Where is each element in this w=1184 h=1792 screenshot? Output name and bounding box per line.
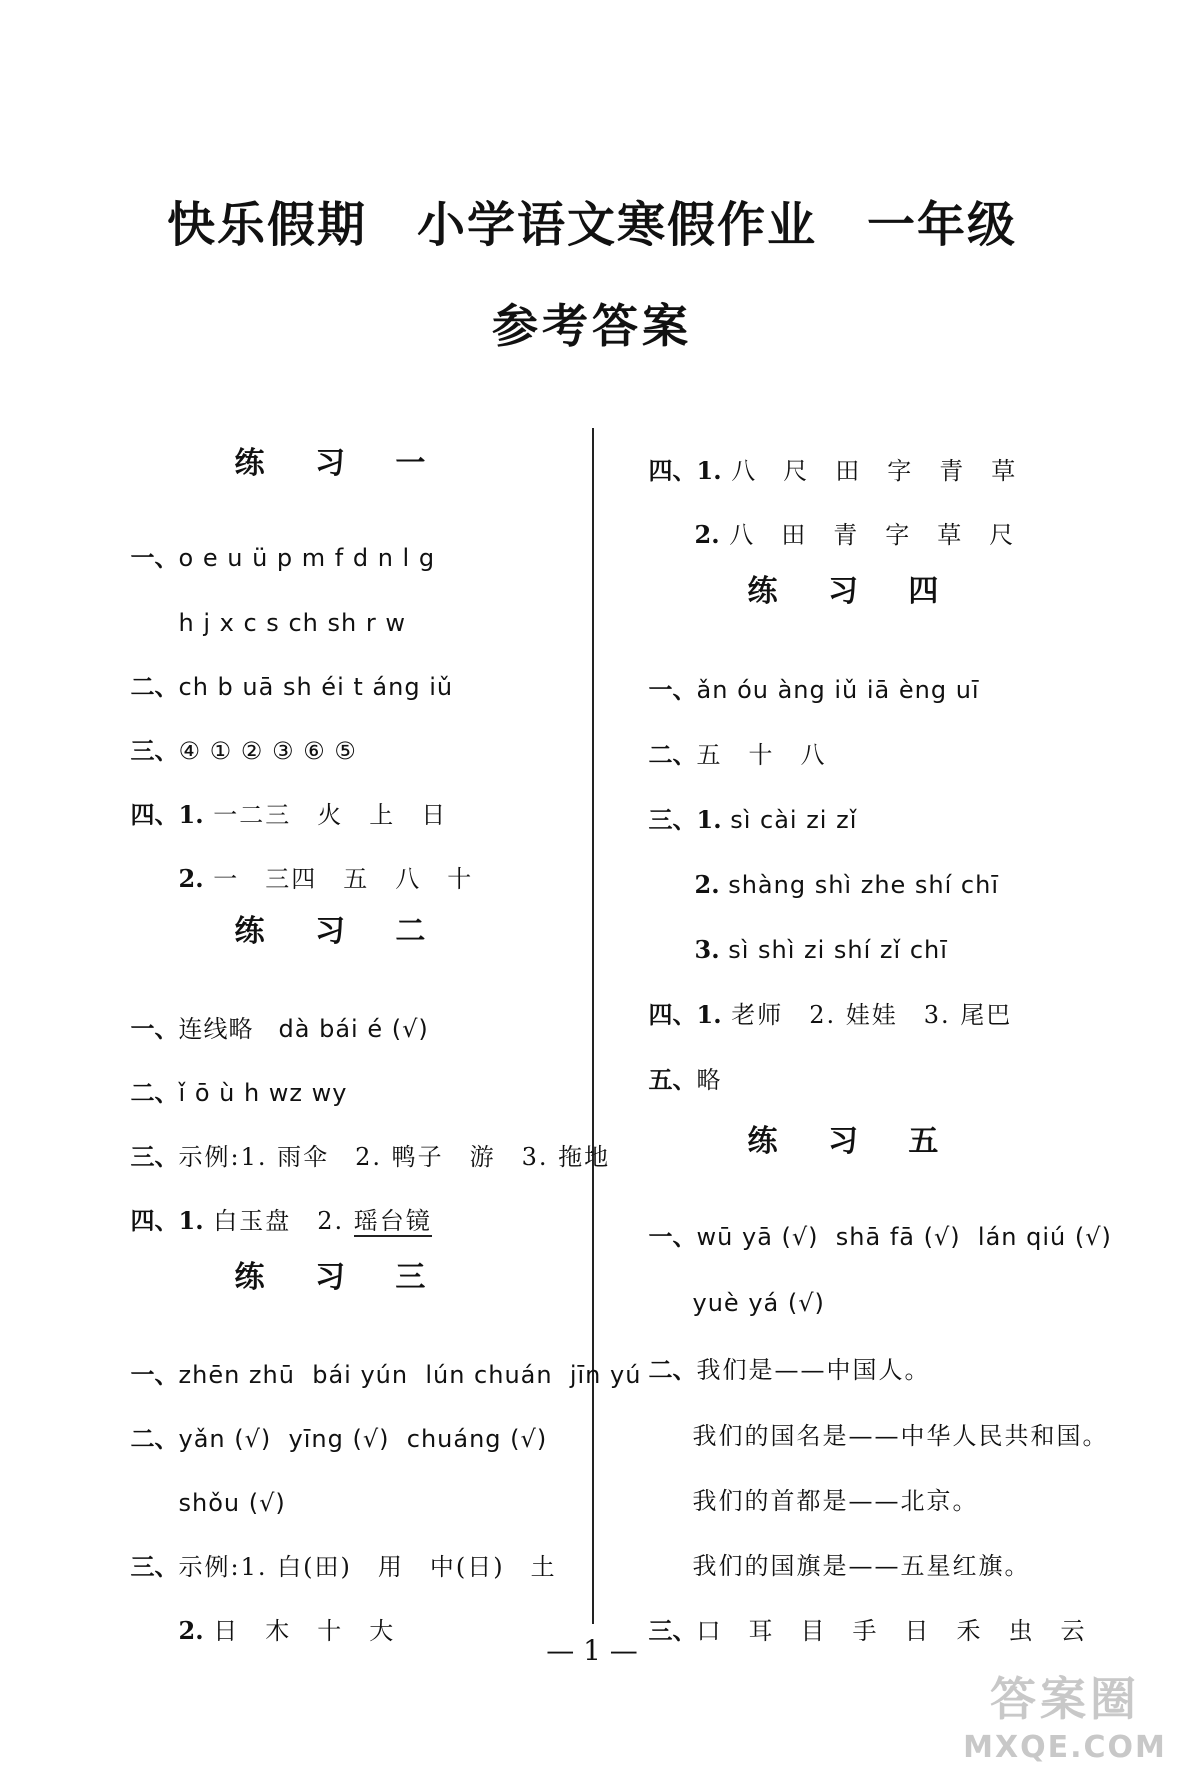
answer-text: shàng shì zhe shí chī — [719, 871, 1000, 899]
answer-text: 示例:1. 雨伞 2. 鸭子 游 3. 拖地 — [178, 1143, 611, 1171]
item-label: 二、 — [648, 740, 697, 769]
item-label: 一、 — [130, 543, 179, 572]
answer-text: 五 十 八 — [696, 741, 827, 769]
answer-text: 白玉盘 2. — [203, 1207, 354, 1235]
item-label: 二、 — [130, 672, 179, 701]
item-label: 3. — [694, 935, 720, 964]
item-label: 四、1. — [130, 1206, 204, 1235]
page-title: 快乐假期 小学语文寒假作业 一年级 — [166, 197, 1017, 253]
answer-text: 我们的国旗是——五星红旗。 — [692, 1552, 1031, 1580]
answer-text: sì shì zi shí zǐ chī — [719, 936, 948, 964]
section-heading-4: 练 习 四 — [747, 574, 959, 609]
answer-text: 八 尺 田 字 青 草 — [721, 457, 1018, 485]
underlined-answer: 瑶台镜 — [353, 1207, 432, 1235]
page-number: — 1 — — [546, 1634, 638, 1667]
item-label: 一、 — [130, 1360, 179, 1389]
answer-text: o e u ü p m f d n l g — [178, 544, 436, 572]
answer-text: ch b uā sh éi t áng iǔ — [178, 673, 454, 701]
answer-text: 口 耳 目 手 日 禾 虫 云 — [696, 1617, 1087, 1645]
item-label: 2. — [178, 1616, 204, 1645]
item-label: 四、1. — [648, 1000, 722, 1029]
answer-text: zhēn zhū bái yún lún chuán jīn yú — [178, 1361, 642, 1389]
answer-text: 老师 2. 娃娃 3. 尾巴 — [721, 1001, 1013, 1029]
answer-text: 我们的国名是——中华人民共和国。 — [692, 1422, 1109, 1450]
item-label: 一、 — [648, 675, 697, 704]
watermark-logo — [960, 1668, 1170, 1778]
column-divider — [592, 428, 594, 1624]
item-label: 一、 — [648, 1222, 697, 1251]
answer-text: sì cài zi zǐ — [721, 806, 858, 834]
item-label: 三、 — [130, 736, 179, 765]
answer-text: 我们是——中国人。 — [696, 1356, 931, 1384]
item-label: 2. — [178, 864, 204, 893]
answer-text: ǐ ō ù h wz wy — [178, 1079, 348, 1107]
answer-text: 略 — [696, 1066, 723, 1094]
section-heading-1: 练 习 一 — [234, 446, 446, 481]
answer-text: 连线略 dà bái é (√) — [178, 1015, 429, 1043]
answer-text: wū yā (√) shā fā (√) lán qiú (√) — [696, 1223, 1112, 1251]
watermark-text: 答案圈 — [990, 1672, 1140, 1726]
item-label: 二、 — [130, 1078, 179, 1107]
item-label: 四、1. — [648, 456, 722, 485]
item-label: 2. — [694, 870, 720, 899]
answer-text: 我们的首都是——北京。 — [692, 1487, 979, 1515]
answer-line — [618, 1035, 723, 1125]
item-label: 二、 — [130, 1424, 179, 1453]
answer-text: yuè yá (√) — [692, 1289, 825, 1317]
page-subtitle: 参考答案 — [492, 299, 692, 353]
answer-text: h j x c s ch sh r w — [178, 609, 406, 637]
answer-text: yǎn (√) yīng (√) chuáng (√) — [178, 1425, 548, 1453]
item-label: 2. — [694, 520, 720, 549]
item-label: 三、1. — [648, 805, 722, 834]
answer-text: 八 田 青 字 草 尺 — [719, 521, 1016, 549]
answer-text: shǒu (√) — [178, 1489, 286, 1517]
section-heading-3: 练 习 三 — [234, 1260, 446, 1295]
item-label: 三、 — [130, 1142, 179, 1171]
answer-text: ④ ① ② ③ ⑥ ⑤ — [178, 737, 357, 765]
item-label: 三、 — [648, 1616, 697, 1645]
answer-text: 示例:1. 白(田) 用 中(日) 土 — [178, 1553, 557, 1581]
item-label: 五、 — [648, 1065, 697, 1094]
section-heading-2: 练 习 二 — [234, 914, 446, 949]
answer-text: 一二三 火 上 日 — [203, 801, 448, 829]
watermark-url: MXQE.COM — [963, 1730, 1167, 1765]
item-label: 四、1. — [130, 800, 204, 829]
item-label: 一、 — [130, 1014, 179, 1043]
item-label: 三、 — [130, 1552, 179, 1581]
answer-text: 日 木 十 大 — [203, 1617, 396, 1645]
item-label: 二、 — [648, 1355, 697, 1384]
answer-text: ǎn óu àng iǔ iā èng uī — [696, 676, 980, 704]
section-heading-5: 练 习 五 — [747, 1124, 959, 1159]
answer-text: 一 三四 五 八 十 — [203, 865, 474, 893]
